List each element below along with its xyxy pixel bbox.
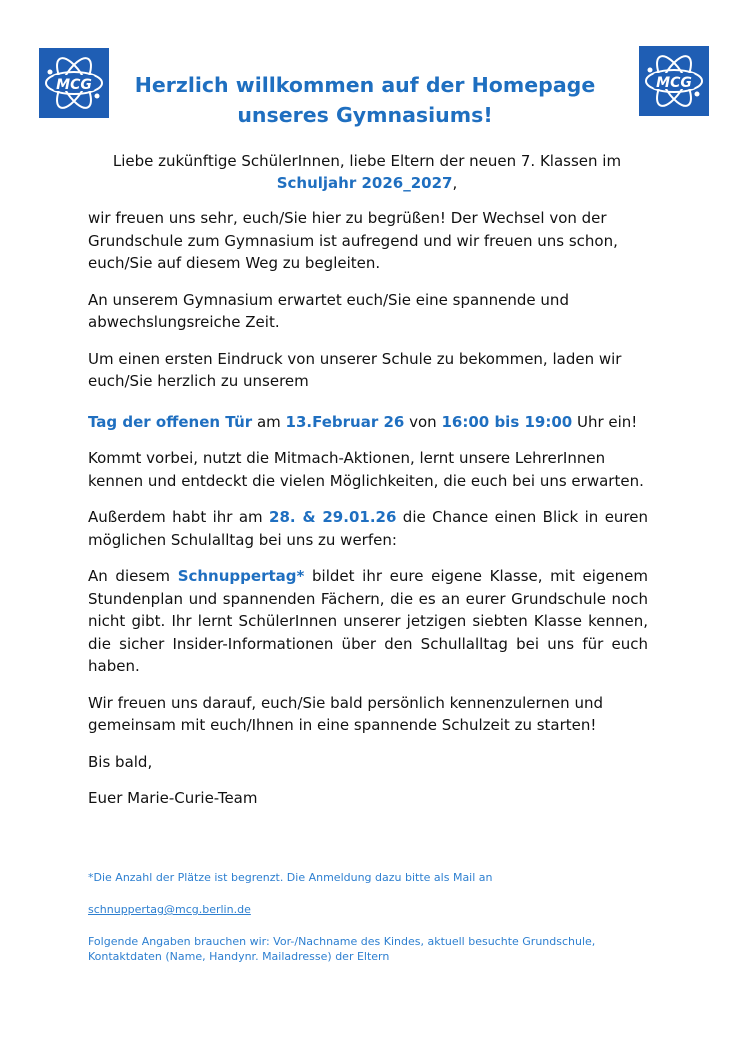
school-logo-left — [39, 48, 109, 118]
greeting — [60, 150, 674, 194]
paragraph-come-by: Kommt vorbei, nutzt die Mitmach-Aktionen, lernt unsere LehrerInnen kennen und entdeckt die vielen Möglichkeiten, die euch bei uns erwarten. — [88, 449, 644, 490]
open-day-date: 13.Februar 26 — [285, 412, 405, 431]
paragraph-trial-day-details — [88, 565, 648, 678]
svg-text:MCG: MCG — [656, 75, 692, 91]
paragraph-looking-forward: Wir freuen uns darauf, euch/Sie bald persönlich kennenzulernen und gemeinsam mit euch/Ihnen in eine spannende Schulzeit zu starten! — [88, 693, 603, 734]
open-day-text-1: am — [252, 412, 286, 431]
trial-days-text-1: Außerdem habt ihr am — [88, 508, 270, 526]
trial-days-dates: 28. & 29.01.26 — [269, 508, 397, 526]
title-line-2: unseres Gymnasiums! — [237, 103, 493, 127]
paragraph-expectations: An unserem Gymnasium erwartet euch/Sie eine spannende und abwechslungsreiche Zeit. — [88, 290, 569, 331]
school-year: Schuljahr 2026_2027 — [276, 174, 453, 192]
paragraph-invitation: Um einen ersten Eindruck von unserer Schule zu bekommen, laden wir euch/Sie herzlich zu unserem — [88, 349, 622, 390]
paragraph-trial-days — [88, 506, 648, 551]
open-day-event: Tag der offenen Tür — [88, 412, 253, 431]
greeting-school-year-line — [60, 172, 674, 194]
open-day-time: 16:00 bis 19:00 — [441, 412, 573, 431]
paragraph-welcome: wir freuen uns sehr, euch/Sie hier zu begrüßen! Der Wechsel von der Grundschule zum Gymnasium ist aufregend und wir freuen uns schon, euch/Sie auf diesem Weg zu begleiten. — [88, 209, 618, 272]
footnote-section — [88, 870, 648, 981]
atom-logo-icon — [639, 46, 709, 116]
trial-days-text-2: die Chance einen Blick in euren möglichen Schulalltag bei uns zu werfen: — [88, 508, 649, 549]
footnote-required-info: Folgende Angaben brauchen wir: Vor-/Nachname des Kindes, aktuell besuchte Grundschule, Kontaktdaten (Name, Handynr. Mailadresse) der Eltern — [88, 935, 596, 963]
footnote-note: *Die Anzahl der Plätze ist begrenzt. Die Anmeldung dazu bitte als Mail an — [88, 871, 493, 884]
school-logo-right — [639, 46, 709, 116]
trial-day-text-1: An diesem — [88, 567, 178, 585]
greeting-comma: , — [452, 174, 458, 192]
greeting-line: Liebe zukünftige SchülerInnen, liebe Eltern der neuen 7. Klassen im — [112, 152, 622, 170]
trial-day-text-2: bildet ihr eure eigene Klasse, mit eigenem Stundenplan und spannenden Fächern, die es an eurer Grundschule noch nicht gibt. Ihr lernt SchülerInnen unserer jetzigen siebten Klasse kennen, die sicher Insider-Informationen über den Schullalltag bei uns für euch haben. — [88, 567, 648, 675]
open-day-text-2: von — [404, 412, 442, 431]
signature: Euer Marie-Curie-Team — [88, 789, 258, 807]
footnote-email[interactable]: schnuppertag@mcg.berlin.de — [88, 903, 251, 916]
paragraph-open-day — [88, 411, 648, 434]
open-day-text-3: Uhr ein! — [572, 412, 638, 431]
page-title — [120, 70, 610, 130]
atom-logo-icon — [39, 48, 109, 118]
trial-day-event: Schnuppertag* — [177, 567, 305, 585]
letter-body — [88, 207, 648, 824]
svg-text:MCG: MCG — [56, 77, 92, 93]
title-line-1: Herzlich willkommen auf der Homepage — [134, 73, 596, 97]
closing: Bis bald, — [88, 752, 153, 771]
